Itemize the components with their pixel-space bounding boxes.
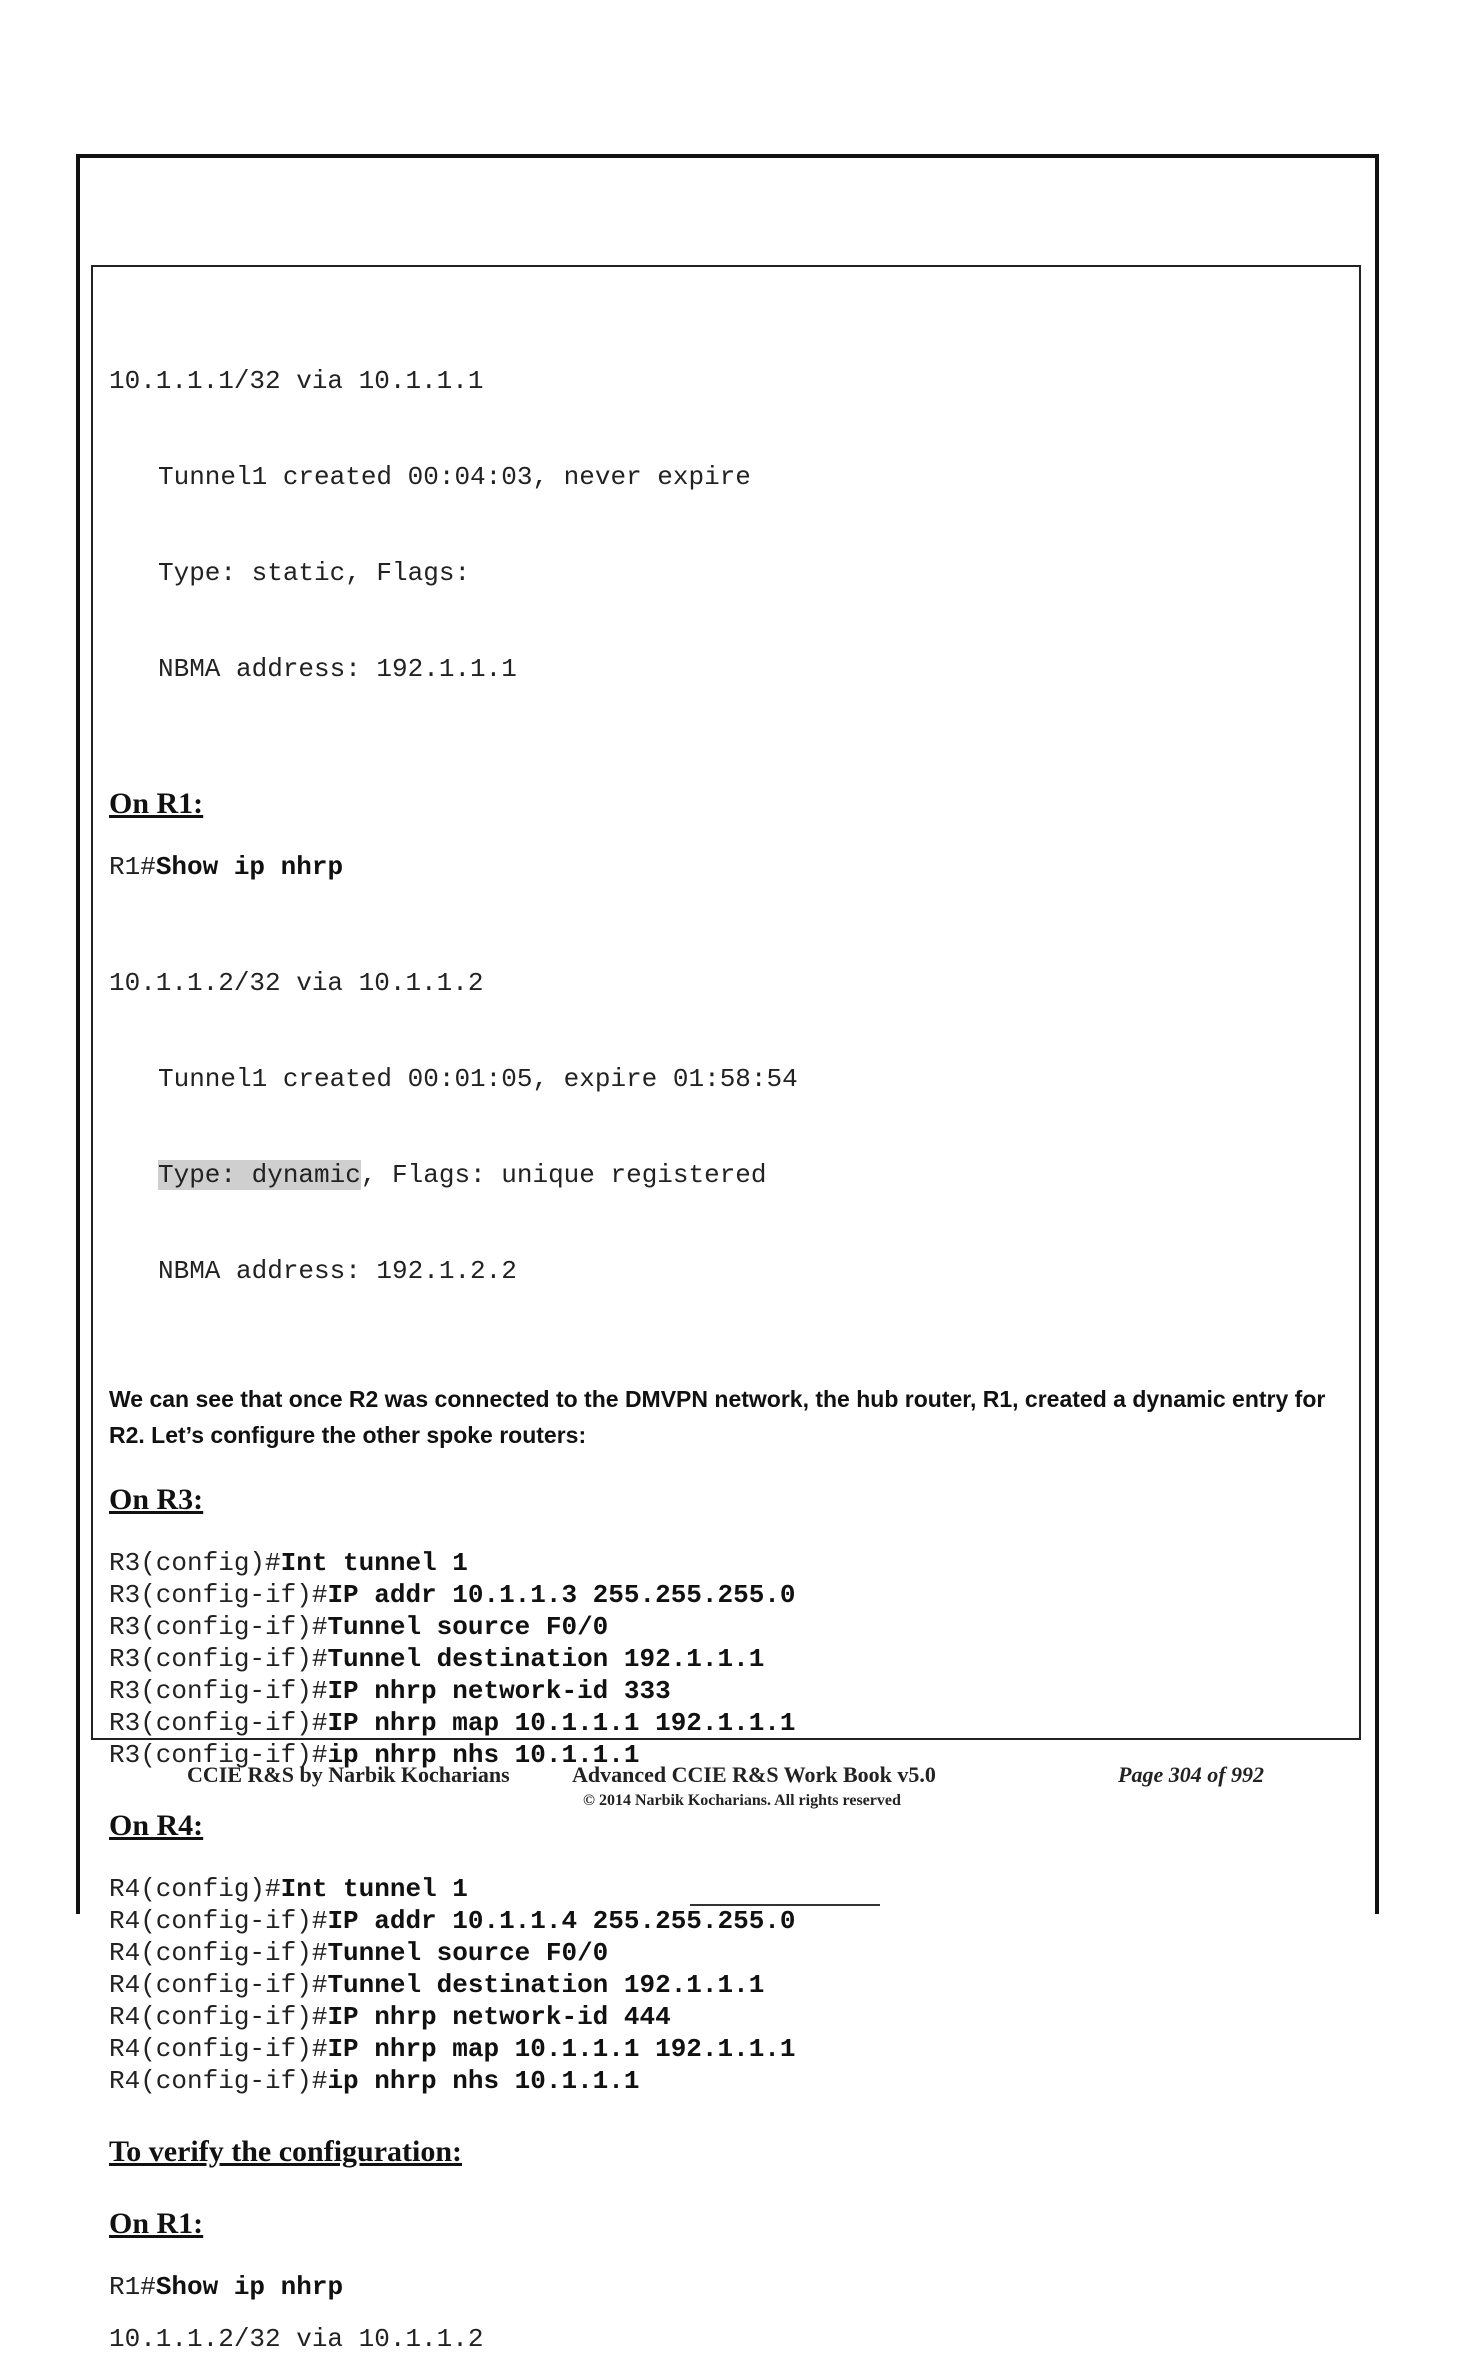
code-line	[109, 1159, 1343, 1191]
cli-command: IP nhrp map 10.1.1.1 192.1.1.1	[327, 1708, 796, 1738]
nhrp-entry-dynamic	[109, 903, 1343, 1351]
config-line	[109, 1937, 1343, 1969]
explanation-paragraph: We can see that once R2 was connected to the DMVPN network, the hub router, R1, created a dynamic entry for R2. Let’s configure the other spoke routers:	[109, 1386, 1326, 1448]
cli-command: Tunnel source F0/0	[327, 1612, 609, 1642]
cli-prompt: R3(config-if)#	[109, 1708, 328, 1738]
page-footer	[0, 1762, 1483, 1842]
cli-command: Tunnel destination 192.1.1.1	[327, 1970, 765, 2000]
cli-prompt: R3(config-if)#	[109, 1612, 328, 1642]
cli-prompt: R4(config-if)#	[109, 1906, 328, 1936]
footer-book-title: Advanced CCIE R&S Work Book v5.0	[572, 1762, 936, 1787]
cli-command: Tunnel destination 192.1.1.1	[327, 1644, 765, 1674]
section-heading-r1-verify: On R1:	[109, 2207, 204, 2240]
cli-command: Int tunnel 1	[280, 1874, 468, 1904]
footer-page-number: Page 304 of 992	[1118, 1762, 1265, 1787]
cli-prompt: R3(config)#	[109, 1548, 281, 1578]
code-line: Tunnel1 created 00:01:05, expire 01:58:54	[158, 1064, 798, 1094]
cli-prompt: R4(config-if)#	[109, 1970, 328, 2000]
section-heading-r1: On R1:	[109, 787, 204, 820]
code-line: Tunnel1 created 00:04:03, never expire	[158, 462, 751, 492]
r3-config-block	[109, 1547, 1343, 1771]
bottom-rule	[690, 1904, 880, 1906]
highlighted-text: Type: dynamic	[158, 1160, 361, 1190]
cli-prompt: R4(config)#	[109, 1874, 281, 1904]
cli-prompt: R1#	[109, 852, 156, 882]
command-line	[109, 2271, 1343, 2303]
cli-prompt: R4(config-if)#	[109, 2066, 328, 2096]
cli-command: IP nhrp network-id 444	[327, 2002, 671, 2032]
cli-prompt: R4(config-if)#	[109, 2002, 328, 2032]
config-line	[109, 1707, 1343, 1739]
code-line: 10.1.1.1/32 via 10.1.1.1	[109, 366, 484, 396]
config-line	[109, 1547, 1343, 1579]
code-line: 10.1.1.2/32 via 10.1.1.2	[109, 968, 484, 998]
cli-prompt: R4(config-if)#	[109, 1938, 328, 1968]
cli-prompt: R3(config-if)#	[109, 1580, 328, 1610]
code-line: NBMA address: 192.1.2.2	[158, 1256, 517, 1286]
config-line	[109, 1969, 1343, 2001]
cli-command: ip nhrp nhs 10.1.1.1	[327, 2066, 640, 2096]
cli-command: Tunnel source F0/0	[327, 1938, 609, 1968]
cli-command: ip nhrp nhs 10.1.1.1	[327, 1740, 640, 1770]
config-line	[109, 1579, 1343, 1611]
cli-command: Int tunnel 1	[280, 1548, 468, 1578]
config-line	[109, 1675, 1343, 1707]
cli-command: IP nhrp network-id 333	[327, 1676, 671, 1706]
cli-prompt: R1#	[109, 2272, 156, 2302]
code-line: NBMA address: 192.1.1.1	[158, 654, 517, 684]
cli-command: Show ip nhrp	[155, 2272, 344, 2302]
section-heading-r4: On R4:	[109, 1809, 204, 1842]
footer-copyright: © 2014 Narbik Kocharians. All rights reserved	[583, 1792, 901, 1809]
code-text: , Flags: unique registered	[360, 1160, 767, 1190]
config-line	[109, 1873, 1343, 1905]
config-line	[109, 1905, 1343, 1937]
cli-command: IP nhrp map 10.1.1.1 192.1.1.1	[327, 2034, 796, 2064]
config-line	[109, 2033, 1343, 2065]
config-line	[109, 2001, 1343, 2033]
cli-prompt: R3(config-if)#	[109, 1676, 328, 1706]
code-line: Type: static, Flags:	[158, 558, 471, 588]
nhrp-entry-static	[109, 301, 1343, 749]
r4-config-block	[109, 1873, 1343, 2097]
code-line: 10.1.1.2/32 via 10.1.1.2	[109, 2324, 484, 2354]
cli-prompt: R4(config-if)#	[109, 2034, 328, 2064]
content-body	[109, 301, 1343, 2355]
command-line	[109, 851, 1343, 883]
cli-prompt: R3(config-if)#	[109, 1644, 328, 1674]
config-line	[109, 2065, 1343, 2097]
config-line	[109, 1643, 1343, 1675]
cli-command: IP addr 10.1.1.4 255.255.255.0	[327, 1906, 796, 1936]
cli-prompt: R3(config-if)#	[109, 1740, 328, 1770]
cli-command: IP addr 10.1.1.3 255.255.255.0	[327, 1580, 796, 1610]
section-heading-r3: On R3:	[109, 1483, 204, 1516]
footer-author: CCIE R&S by Narbik Kocharians	[187, 1762, 510, 1787]
cli-command: Show ip nhrp	[155, 852, 344, 882]
verify-heading: To verify the configuration:	[109, 2135, 463, 2168]
config-line	[109, 1611, 1343, 1643]
